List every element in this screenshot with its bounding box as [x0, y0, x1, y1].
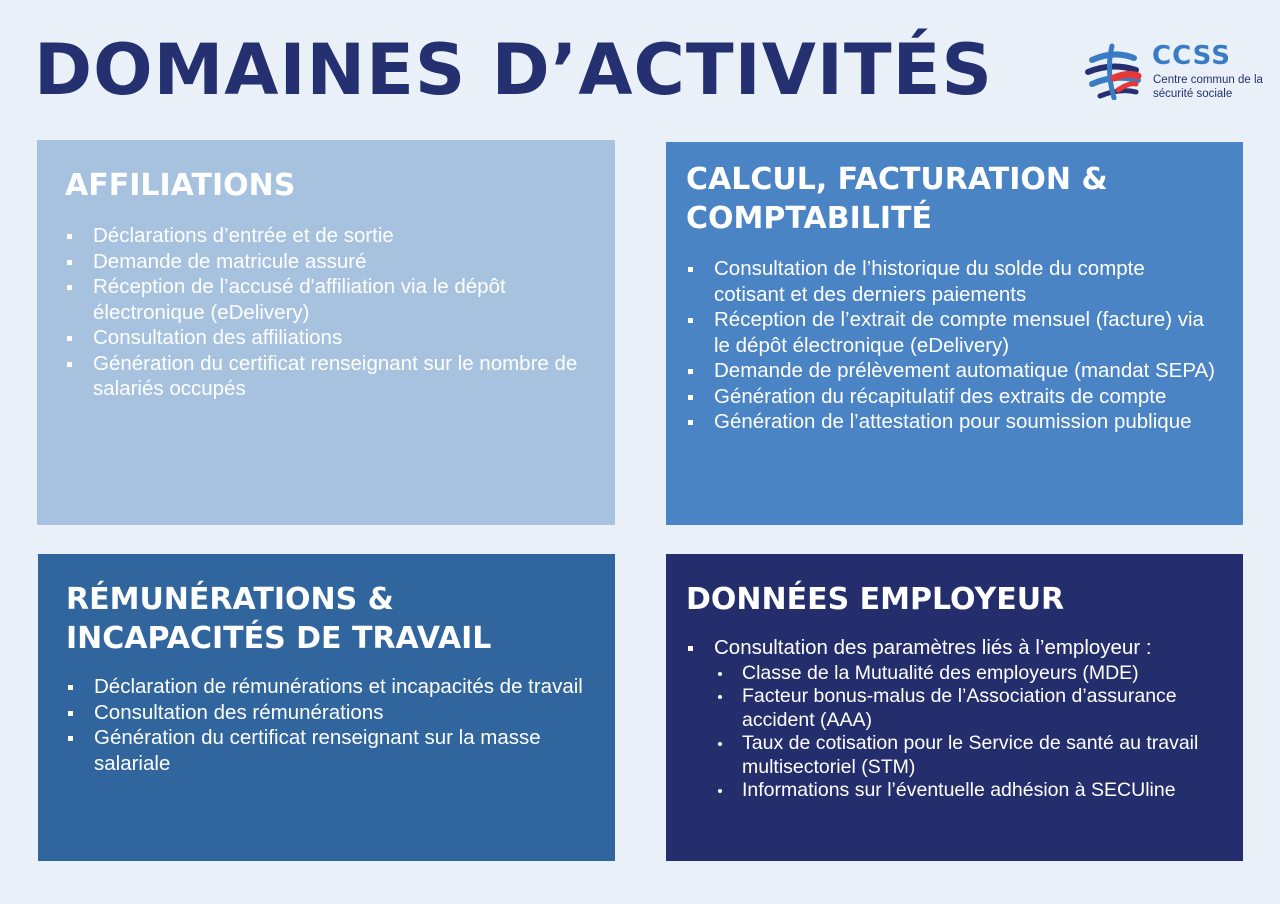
logo-subtitle: Centre commun de la sécurité sociale — [1153, 74, 1263, 101]
card-title: RÉMUNÉRATIONS & INCAPACITÉS DE TRAVAIL — [66, 582, 492, 656]
card-list — [686, 635, 1215, 803]
card-title: DONNÉES EMPLOYEUR — [686, 582, 1065, 617]
card-list — [686, 256, 1215, 435]
card-list — [66, 674, 587, 776]
list-item: Génération du récapitulatif des extraits de compte — [686, 384, 1215, 410]
list-item: Demande de prélèvement automatique (mandat SEPA) — [686, 358, 1215, 384]
card-title: AFFILIATIONS — [65, 168, 296, 203]
list-item: Consultation des affiliations — [65, 325, 587, 351]
list-item: Consultation de l’historique du solde du compte cotisant et des derniers paiements — [686, 256, 1215, 307]
card-affiliations — [37, 140, 615, 525]
list-item — [686, 635, 1215, 803]
card-list — [65, 223, 587, 402]
sub-list-item: Taux de cotisation pour le Service de santé au travail multisectoriel (STM) — [714, 732, 1215, 779]
list-item: Réception de l’extrait de compte mensuel (facture) via le dépôt électronique (eDelivery) — [686, 307, 1215, 358]
list-item: Réception de l’accusé d'affiliation via le dépôt électronique (eDelivery) — [65, 274, 587, 325]
list-item: Déclaration de rémunérations et incapacités de travail — [66, 674, 587, 700]
list-item: Génération du certificat renseignant sur la masse salariale — [66, 725, 587, 776]
list-item: Consultation des rémunérations — [66, 700, 587, 726]
list-item-text: Consultation des paramètres liés à l’employeur : — [714, 636, 1152, 659]
ccss-logo-icon — [1084, 42, 1142, 100]
page-title: DOMAINES D’ACTIVITÉS — [34, 29, 993, 111]
list-item: Déclarations d’entrée et de sortie — [65, 223, 587, 249]
list-item: Génération de l’attestation pour soumission publique — [686, 409, 1215, 435]
list-item: Demande de matricule assuré — [65, 249, 587, 275]
card-calcul-facturation — [666, 142, 1243, 525]
sub-list-item: Facteur bonus-malus de l’Association d’assurance accident (AAA) — [714, 685, 1215, 732]
card-donnees-employeur — [666, 554, 1243, 861]
list-item: Génération du certificat renseignant sur le nombre de salariés occupés — [65, 351, 587, 402]
sub-list-item: Informations sur l’éventuelle adhésion à SECUline — [714, 779, 1215, 803]
card-title: CALCUL, FACTURATION & COMPTABILITÉ — [686, 162, 1108, 236]
ccss-logo — [1084, 40, 1263, 102]
sub-list-item: Classe de la Mutualité des employeurs (MDE) — [714, 662, 1215, 686]
card-remunerations — [38, 554, 615, 861]
sub-list — [714, 662, 1215, 803]
logo-name: CCSS — [1152, 41, 1231, 71]
